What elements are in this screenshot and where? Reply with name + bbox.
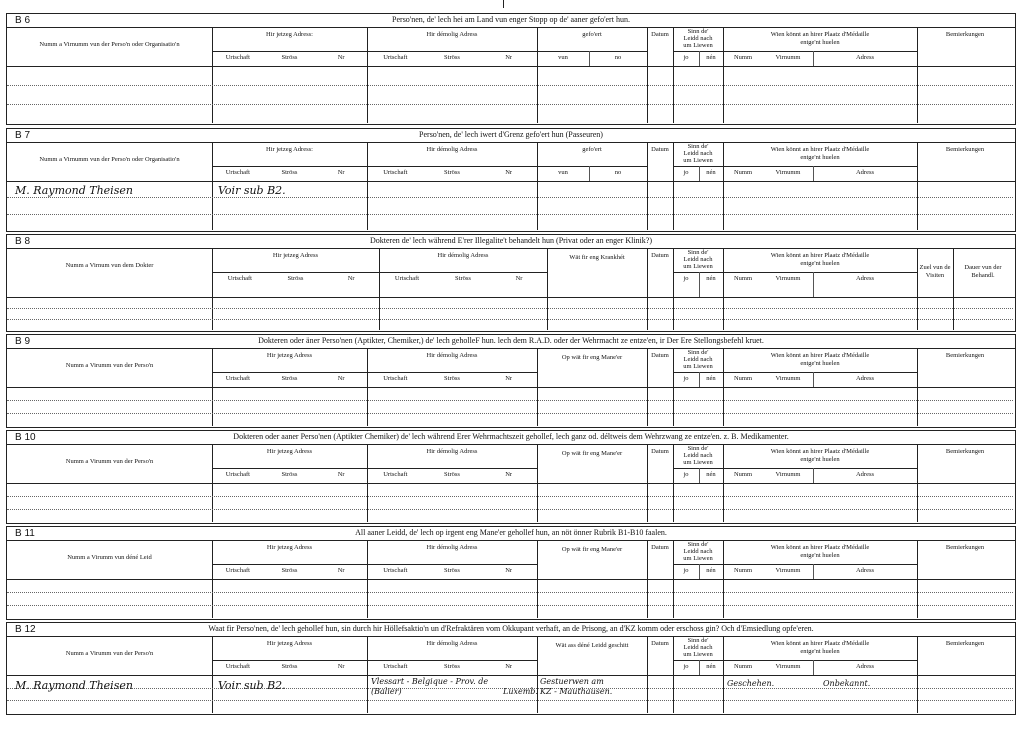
handwritten-witness-name: Geschehen.: [727, 679, 775, 688]
alive-header-3: um Liewen: [683, 459, 713, 466]
entry-line: [7, 85, 1013, 86]
urtschaft-label: Urtschaft: [225, 375, 250, 382]
nr-label: Nr: [337, 471, 345, 478]
to-label: no: [614, 169, 622, 176]
column-divider: [379, 248, 380, 330]
section-b9: [6, 334, 1016, 428]
section-b8: [6, 234, 1016, 332]
handwritten-address: Voir sub B2.: [218, 184, 286, 197]
remarks-header: Bemierkungen: [945, 146, 985, 153]
nr-label: Nr: [515, 275, 523, 282]
alive-header-1: Sinn de': [687, 143, 709, 150]
yes-label: jo: [683, 375, 689, 382]
row-divider: [723, 272, 917, 273]
section-b7: [6, 128, 1016, 232]
person-column-header: Numm a Virumm vun der Perso'n: [65, 458, 154, 465]
entry-line: [7, 592, 1013, 593]
top-tick-mark: [503, 0, 504, 8]
alive-header-2: Leidd nach: [683, 452, 713, 459]
medal-header-1: Wien könnt an hirer Plaatz d'Médaille: [770, 31, 870, 38]
no-label: nén: [706, 567, 716, 574]
medal-firstname-label: Virnumm: [775, 663, 801, 670]
medal-header-2: entge'nt huelen: [800, 360, 840, 367]
yes-label: jo: [683, 567, 689, 574]
current-address-header: Hir jetzeg Adress:: [266, 31, 313, 38]
section-code: B 10: [15, 432, 36, 443]
medal-name-label: Numm: [733, 471, 753, 478]
entry-line: [7, 400, 1013, 401]
row-divider: [7, 348, 1015, 349]
former-address-header: Hir démolig Adress: [426, 640, 478, 647]
medal-address-label: Adress: [855, 471, 875, 478]
duration-header: Dauer vun der Behandl.: [964, 264, 1002, 279]
handwritten-address: Voir sub B2.: [218, 679, 286, 692]
entry-line: [7, 496, 1013, 497]
extra-column-header: Wät fir eng Krankhét: [569, 254, 625, 261]
column-divider: [917, 27, 918, 123]
current-address-header: Hir jetzeg Adress: [272, 252, 319, 259]
medal-address-label: Adress: [855, 169, 875, 176]
to-label: no: [614, 54, 622, 61]
urtschaft-label: Urtschaft: [383, 375, 408, 382]
medal-name-label: Numm: [733, 663, 753, 670]
section-b6: [6, 13, 1016, 125]
medal-header-2: entge'nt huelen: [800, 552, 840, 559]
nr-label: Nr: [505, 567, 513, 574]
medal-header-1: Wien könnt an hirer Plaatz d'Médaille: [770, 252, 870, 259]
row-divider: [7, 142, 1015, 143]
former-address-header: Hir démolig Adress: [426, 31, 478, 38]
nr-label: Nr: [505, 375, 513, 382]
section-code: B 6: [15, 15, 31, 26]
section-code: B 9: [15, 336, 31, 347]
from-label: vun: [558, 169, 568, 176]
row-divider: [7, 444, 1015, 445]
stross-label: Ströss: [444, 567, 460, 574]
column-divider: [647, 142, 648, 230]
stross-label: Ströss: [444, 663, 460, 670]
entry-line: [7, 319, 1013, 320]
person-column-header: Numm a Virnum vun dem Dokter: [65, 262, 154, 269]
row-divider: [723, 51, 917, 52]
remarks-header: Bemierkungen: [945, 448, 985, 455]
handwritten-former-address-1: Vlessart - Belgique - Prov. de: [371, 677, 489, 686]
former-address-header: Hir démolig Adress: [426, 352, 478, 359]
alive-header-2: Leidd nach: [683, 256, 713, 263]
nr-label: Nr: [505, 471, 513, 478]
medal-header-1: Wien könnt an hirer Plaatz d'Médaille: [770, 640, 870, 647]
medal-header-2: entge'nt huelen: [800, 648, 840, 655]
transported-header: gefo'ert: [582, 31, 602, 38]
section-b12: [6, 622, 1016, 715]
entry-line: [7, 197, 1013, 198]
row-divider: [7, 387, 1015, 388]
person-column-header: Numm a Virumm vun der Perso'n: [65, 650, 154, 657]
section-title: Waat fir Perso'nen, de' lech gehollef hun, sin durch hir Höllefsaktio'n un d'Refraktären vom Okkupant verhaft, an de Prisong, an d'KZ komm oder erschoss gin? Och d'Emsiedlung opfe'eren.: [208, 624, 814, 633]
nr-label: Nr: [337, 169, 345, 176]
row-divider: [7, 248, 1015, 249]
stross-label: Ströss: [444, 375, 460, 382]
medal-header-1: Wien könnt an hirer Plaatz d'Médaille: [770, 352, 870, 359]
entry-line: [7, 605, 1013, 606]
extra-column-header: Op wät fir eng Mane'er: [561, 450, 623, 457]
medal-name-label: Numm: [733, 275, 753, 282]
no-label: nén: [706, 54, 716, 61]
medal-header-1: Wien könnt an hirer Plaatz d'Médaille: [770, 146, 870, 153]
section-b11: [6, 526, 1016, 620]
alive-header-2: Leidd nach: [683, 548, 713, 555]
person-column-header: Numm a Virnumm vun der Perso'n oder Organisatio'n: [39, 156, 180, 163]
row-divider: [212, 660, 367, 661]
urtschaft-label: Urtschaft: [225, 663, 250, 670]
medal-firstname-label: Virnumm: [775, 375, 801, 382]
column-divider: [917, 248, 918, 330]
row-divider: [367, 51, 537, 52]
handwritten-name: M. Raymond Theisen: [15, 184, 133, 197]
column-divider: [647, 27, 648, 123]
remarks-header: Bemierkungen: [945, 544, 985, 551]
medal-firstname-label: Virnumm: [775, 169, 801, 176]
medal-address-label: Adress: [855, 375, 875, 382]
section-code: B 7: [15, 130, 31, 141]
medal-address-label: Adress: [855, 567, 875, 574]
alive-header-3: um Liewen: [683, 157, 713, 164]
nr-label: Nr: [505, 54, 513, 61]
extra-column-header: Op wät fir eng Mane'er: [561, 354, 623, 361]
alive-header-3: um Liewen: [683, 42, 713, 49]
row-divider: [212, 51, 367, 52]
row-divider: [673, 468, 723, 469]
date-header: Datum: [651, 146, 669, 153]
stross-label: Ströss: [281, 471, 298, 478]
current-address-header: Hir jetzeg Adress: [266, 448, 313, 455]
section-title: Perso'nen, de' lech iwert d'Grenz gefo'ert hun (Passeuren): [419, 130, 603, 139]
urtschaft-label: Urtschaft: [383, 567, 408, 574]
medal-address-label: Adress: [855, 663, 875, 670]
alive-header-1: Sinn de': [687, 637, 709, 644]
yes-label: jo: [683, 54, 689, 61]
urtschaft-label: Urtschaft: [225, 169, 250, 176]
date-header: Datum: [651, 352, 669, 359]
row-divider: [537, 51, 647, 52]
row-divider: [212, 468, 367, 469]
row-divider: [723, 372, 917, 373]
row-divider: [537, 166, 647, 167]
yes-label: jo: [683, 471, 689, 478]
nr-label: Nr: [347, 275, 355, 282]
urtschaft-label: Urtschaft: [383, 471, 408, 478]
medal-firstname-label: Virnumm: [775, 471, 801, 478]
nr-label: Nr: [337, 54, 345, 61]
alive-header-1: Sinn de': [687, 445, 709, 452]
medal-name-label: Numm: [733, 54, 753, 61]
section-title: Dokteren oder aaner Perso'nen (Aptikter Chemiker) de' lech während Erer Wehrmachtszeit gehollef, lech ganz od. déltweis dem Wehrzwang ze entze'en. z. B. Medikamenter.: [233, 432, 789, 441]
row-divider: [367, 468, 537, 469]
stross-label: Ströss: [444, 54, 460, 61]
yes-label: jo: [683, 663, 689, 670]
row-divider: [7, 27, 1015, 28]
row-divider: [7, 297, 1015, 298]
alive-header-1: Sinn de': [687, 249, 709, 256]
medal-name-label: Numm: [733, 567, 753, 574]
row-divider: [723, 166, 917, 167]
yes-label: jo: [683, 275, 689, 282]
row-divider: [212, 564, 367, 565]
current-address-header: Hir jetzeg Adress: [266, 544, 313, 551]
column-divider: [953, 248, 954, 330]
handwritten-witness-firstname: Onbekannt.: [823, 679, 871, 688]
alive-header-2: Leidd nach: [683, 35, 713, 42]
alive-header-1: Sinn de': [687, 349, 709, 356]
stross-label: Ströss: [281, 169, 298, 176]
alive-header-2: Leidd nach: [683, 150, 713, 157]
nr-label: Nr: [505, 663, 513, 670]
urtschaft-label: Urtschaft: [394, 275, 420, 282]
section-title: Dokteren oder äner Perso'nen (Aptikter, Chemiker,) de' lech geholleF hun. lech dem R.A.D. oder der Wehrmacht ze entze'en, ir Der Ere Stellongsbefehl kruet.: [258, 336, 764, 345]
medal-address-label: Adress: [855, 54, 875, 61]
person-column-header: Numm a Virnumm vun der Perso'n oder Organisatio'n: [39, 41, 180, 48]
section-title: Perso'nen, de' lech hei am Land vun enger Stopp op de' aaner gefo'ert hun.: [392, 15, 630, 24]
handwritten-fate-1: Gestuerwen am: [540, 677, 604, 686]
row-divider: [212, 372, 367, 373]
medal-header-2: entge'nt huelen: [800, 456, 840, 463]
from-label: vun: [558, 54, 568, 61]
column-divider: [647, 248, 648, 330]
column-divider: [537, 142, 538, 230]
date-header: Datum: [651, 252, 669, 259]
alive-header-3: um Liewen: [683, 263, 713, 270]
alive-header-3: um Liewen: [683, 555, 713, 562]
section-code: B 8: [15, 236, 31, 247]
remarks-header: Bemierkungen: [945, 352, 985, 359]
entry-line: [7, 104, 1013, 105]
nr-label: Nr: [337, 375, 345, 382]
handwritten-name: M. Raymond Theisen: [15, 679, 133, 692]
column-divider: [917, 142, 918, 230]
medal-header-2: entge'nt huelen: [800, 260, 840, 267]
stross-label: Ströss: [444, 169, 460, 176]
urtschaft-label: Urtschaft: [227, 275, 252, 282]
row-divider: [212, 166, 367, 167]
medal-address-label: Adress: [855, 275, 875, 282]
row-divider: [723, 564, 917, 565]
no-label: nén: [706, 169, 716, 176]
nr-label: Nr: [337, 663, 345, 670]
row-divider: [212, 272, 379, 273]
row-divider: [673, 166, 723, 167]
visits-header: Zuel vun de Visiten: [919, 264, 951, 279]
medal-header-2: entge'nt huelen: [800, 154, 840, 161]
date-header: Datum: [651, 31, 669, 38]
medal-name-label: Numm: [733, 169, 753, 176]
yes-label: jo: [683, 169, 689, 176]
row-divider: [367, 660, 537, 661]
row-divider: [7, 579, 1015, 580]
row-divider: [673, 272, 723, 273]
row-divider: [367, 564, 537, 565]
transported-header: gefo'ert: [582, 146, 602, 153]
section-code: B 12: [15, 624, 36, 635]
current-address-header: Hir jetzeg Adress:: [266, 146, 313, 153]
extra-column-header: Wät ass déné Leidd geschitt: [555, 642, 629, 649]
section-title: Dokteren de' lech während E'rer Illegalite't behandelt hun (Privat oder an enger Klinik?): [370, 236, 652, 245]
person-column-header: Numm a Virumm vun der Perso'n: [65, 362, 154, 369]
medal-firstname-label: Virnumm: [775, 567, 801, 574]
row-divider: [7, 181, 1015, 182]
former-address-header: Hir démolig Adress: [426, 544, 478, 551]
stross-label: Ströss: [287, 275, 304, 282]
column-divider: [537, 27, 538, 123]
column-divider: [212, 248, 213, 330]
date-header: Datum: [651, 640, 669, 647]
date-header: Datum: [651, 544, 669, 551]
row-divider: [7, 675, 1015, 676]
row-divider: [7, 483, 1015, 484]
former-address-header: Hir démolig Adress: [426, 146, 478, 153]
stross-label: Ströss: [281, 663, 298, 670]
remarks-header: Bemierkungen: [945, 31, 985, 38]
person-column-header: Numm a Virumm vun déné Leid: [67, 554, 152, 561]
row-divider: [723, 468, 917, 469]
row-divider: [673, 51, 723, 52]
current-address-header: Hir jetzeg Adress: [266, 640, 313, 647]
stross-label: Ströss: [281, 375, 298, 382]
row-divider: [367, 166, 537, 167]
section-b10: [6, 430, 1016, 524]
row-divider: [7, 66, 1015, 67]
section-code: B 11: [15, 528, 35, 539]
entry-line: [7, 700, 1013, 701]
nr-label: Nr: [505, 169, 513, 176]
row-divider: [379, 272, 547, 273]
date-header: Datum: [651, 448, 669, 455]
row-divider: [673, 564, 723, 565]
no-label: nén: [706, 663, 716, 670]
handwritten-former-address-2: (Balier): [371, 687, 402, 696]
urtschaft-label: Urtschaft: [225, 54, 250, 61]
extra-column-header: Op wät fir eng Mane'er: [561, 546, 623, 553]
stross-label: Ströss: [281, 54, 298, 61]
row-divider: [7, 540, 1015, 541]
row-divider: [7, 636, 1015, 637]
medal-header-1: Wien könnt an hirer Plaatz d'Médaille: [770, 544, 870, 551]
column-divider: [212, 142, 213, 230]
alive-header-2: Leidd nach: [683, 356, 713, 363]
row-divider: [723, 660, 917, 661]
column-divider: [367, 142, 368, 230]
section-title: All aaner Leidd, de' lech op irgent eng Mane'er gehollef hun, an nöt önner Rubrik B1-B10 faalen.: [355, 528, 667, 537]
column-divider: [212, 27, 213, 123]
urtschaft-label: Urtschaft: [225, 567, 250, 574]
handwritten-former-address-3: Luxemb.: [503, 687, 538, 696]
alive-header-1: Sinn de': [687, 541, 709, 548]
entry-line: [7, 214, 1013, 215]
urtschaft-label: Urtschaft: [383, 663, 408, 670]
medal-name-label: Numm: [733, 375, 753, 382]
entry-line: [7, 308, 1013, 309]
nr-label: Nr: [337, 567, 345, 574]
former-address-header: Hir démolig Adress: [437, 252, 489, 259]
row-divider: [367, 372, 537, 373]
urtschaft-label: Urtschaft: [225, 471, 250, 478]
stross-label: Ströss: [455, 275, 471, 282]
alive-header-3: um Liewen: [683, 651, 713, 658]
alive-header-3: um Liewen: [683, 363, 713, 370]
urtschaft-label: Urtschaft: [383, 54, 408, 61]
medal-firstname-label: Virnumm: [775, 275, 801, 282]
urtschaft-label: Urtschaft: [383, 169, 408, 176]
alive-header-1: Sinn de': [687, 28, 709, 35]
no-label: nén: [706, 275, 716, 282]
remarks-header: Bemierkungen: [945, 640, 985, 647]
row-divider: [673, 372, 723, 373]
stross-label: Ströss: [444, 471, 460, 478]
no-label: nén: [706, 375, 716, 382]
stross-label: Ströss: [281, 567, 298, 574]
handwritten-fate-2: KZ - Mauthausen.: [540, 687, 613, 696]
row-divider: [673, 660, 723, 661]
current-address-header: Hir jetzeg Adress: [266, 352, 313, 359]
no-label: nén: [706, 471, 716, 478]
medal-header-1: Wien könnt an hirer Plaatz d'Médaille: [770, 448, 870, 455]
medal-header-2: entge'nt huelen: [800, 39, 840, 46]
entry-line: [7, 509, 1013, 510]
medal-firstname-label: Virnumm: [775, 54, 801, 61]
column-divider: [367, 27, 368, 123]
alive-header-2: Leidd nach: [683, 644, 713, 651]
former-address-header: Hir démolig Adress: [426, 448, 478, 455]
entry-line: [7, 413, 1013, 414]
